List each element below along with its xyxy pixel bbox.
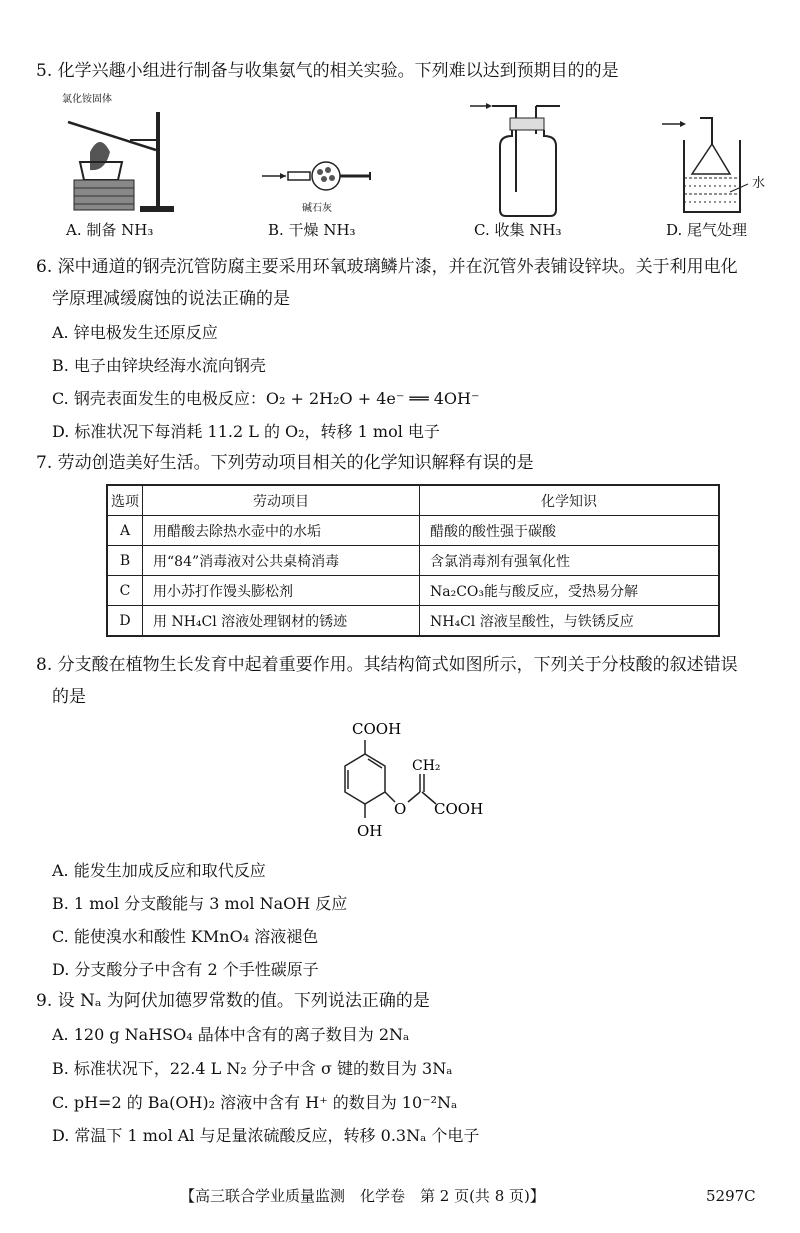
apparatus-b-drying-tube [262, 150, 382, 200]
q5-stem: 5. 化学兴趣小组进行制备与收集氨气的相关实验。下列难以达到预期目的的是 [36, 61, 619, 81]
table-row [107, 546, 719, 576]
label-cooh-right: COOH [434, 800, 484, 818]
q8-option-b: B. 1 mol 分支酸能与 3 mol NaOH 反应 [52, 894, 348, 913]
q8-option-c: C. 能使溴水和酸性 KMnO₄ 溶液褪色 [52, 927, 319, 946]
label-ch2: CH₂ [412, 758, 441, 774]
cell-project: 用小苏打作馒头膨松剂 [143, 576, 420, 606]
q8-stem-line2: 的是 [52, 687, 86, 707]
table-row [107, 606, 719, 637]
header-labor-project: 劳动项目 [143, 485, 420, 516]
cell-knowledge: 含氯消毒剂有强氧化性 [420, 546, 720, 576]
chorismic-acid-structure [330, 712, 510, 852]
page-footer: 【高三联合学业质量监测 化学卷 第 2 页(共 8 页)】 [180, 1187, 545, 1205]
q6-stem-line1: 6. 深中通道的钢壳沉管防腐主要采用环氧玻璃鳞片漆，并在沉管外表铺设锌块。关于利用电化 [36, 257, 738, 277]
q7-stem: 7. 劳动创造美好生活。下列劳动项目相关的化学知识解释有误的是 [36, 453, 534, 473]
q6-option-a: A. 锌电极发生还原反应 [52, 323, 218, 342]
cell-option: C [107, 576, 143, 606]
q6-option-b: B. 电子由锌块经海水流向钢壳 [52, 356, 266, 375]
cell-project: 用醋酸去除热水壶中的水垢 [143, 516, 420, 546]
label-cooh-top: COOH [352, 720, 402, 738]
q8-stem-line1: 8. 分支酸在植物生长发育中起着重要作用。其结构简式如图所示，下列关于分枝酸的叙述错误 [36, 655, 738, 675]
table-row [107, 576, 719, 606]
q9-option-d: D. 常温下 1 mol Al 与足量浓硫酸反应，转移 0.3Nₐ 个电子 [52, 1126, 480, 1145]
caption-b: B. 干燥 NH₃ [268, 221, 356, 239]
caption-d: D. 尾气处理 [666, 221, 748, 239]
paper-code: 5297C [706, 1187, 756, 1205]
cell-option: B [107, 546, 143, 576]
apparatus-c-gas-collection-bottle [466, 96, 578, 218]
cell-option: A [107, 516, 143, 546]
apparatus-d-tail-gas-absorption [660, 112, 770, 218]
label-soda-lime: 碱石灰 [302, 203, 332, 214]
q9-option-c: C. pH=2 的 Ba(OH)₂ 溶液中含有 H⁺ 的数目为 10⁻²Nₐ [52, 1093, 458, 1112]
cell-knowledge: 醋酸的酸性强于碳酸 [420, 516, 720, 546]
q8-option-d: D. 分支酸分子中含有 2 个手性碳原子 [52, 960, 319, 979]
cell-project: 用“84”消毒液对公共桌椅消毒 [143, 546, 420, 576]
q9-option-b: B. 标准状况下，22.4 L N₂ 分子中含 σ 键的数目为 3Nₐ [52, 1059, 453, 1078]
q8-option-a: A. 能发生加成反应和取代反应 [52, 861, 266, 880]
q9-stem: 9. 设 Nₐ 为阿伏加德罗常数的值。下列说法正确的是 [36, 991, 430, 1011]
cell-project: 用 NH₄Cl 溶液处理钢材的锈迹 [143, 606, 420, 637]
header-chemistry-knowledge: 化学知识 [420, 485, 720, 516]
caption-c: C. 收集 NH₃ [474, 221, 562, 239]
cell-option: D [107, 606, 143, 637]
apparatus-a-heating-setup [60, 92, 180, 214]
label-water: 水 [752, 176, 766, 191]
table-row [107, 516, 719, 546]
q9-option-a: A. 120 g NaHSO₄ 晶体中含有的离子数目为 2Nₐ [52, 1025, 410, 1044]
caption-a: A. 制备 NH₃ [66, 221, 154, 239]
label-oh: OH [357, 822, 383, 840]
q6-option-d: D. 标准状况下每消耗 11.2 L 的 O₂，转移 1 mol 电子 [52, 422, 440, 441]
q6-stem-line2: 学原理减缓腐蚀的说法正确的是 [52, 289, 290, 309]
table-header-row [107, 485, 719, 516]
label-ether-o: O [394, 800, 407, 818]
label-ammonium-chloride: 氯化铵固体 [62, 94, 112, 105]
header-option: 选项 [107, 485, 143, 516]
cell-knowledge: Na₂CO₃能与酸反应，受热易分解 [420, 576, 720, 606]
q7-table [106, 484, 720, 637]
cell-knowledge: NH₄Cl 溶液呈酸性，与铁锈反应 [420, 606, 720, 637]
q6-option-c: C. 钢壳表面发生的电极反应：O₂ + 2H₂O + 4e⁻ ══ 4OH⁻ [52, 389, 480, 408]
